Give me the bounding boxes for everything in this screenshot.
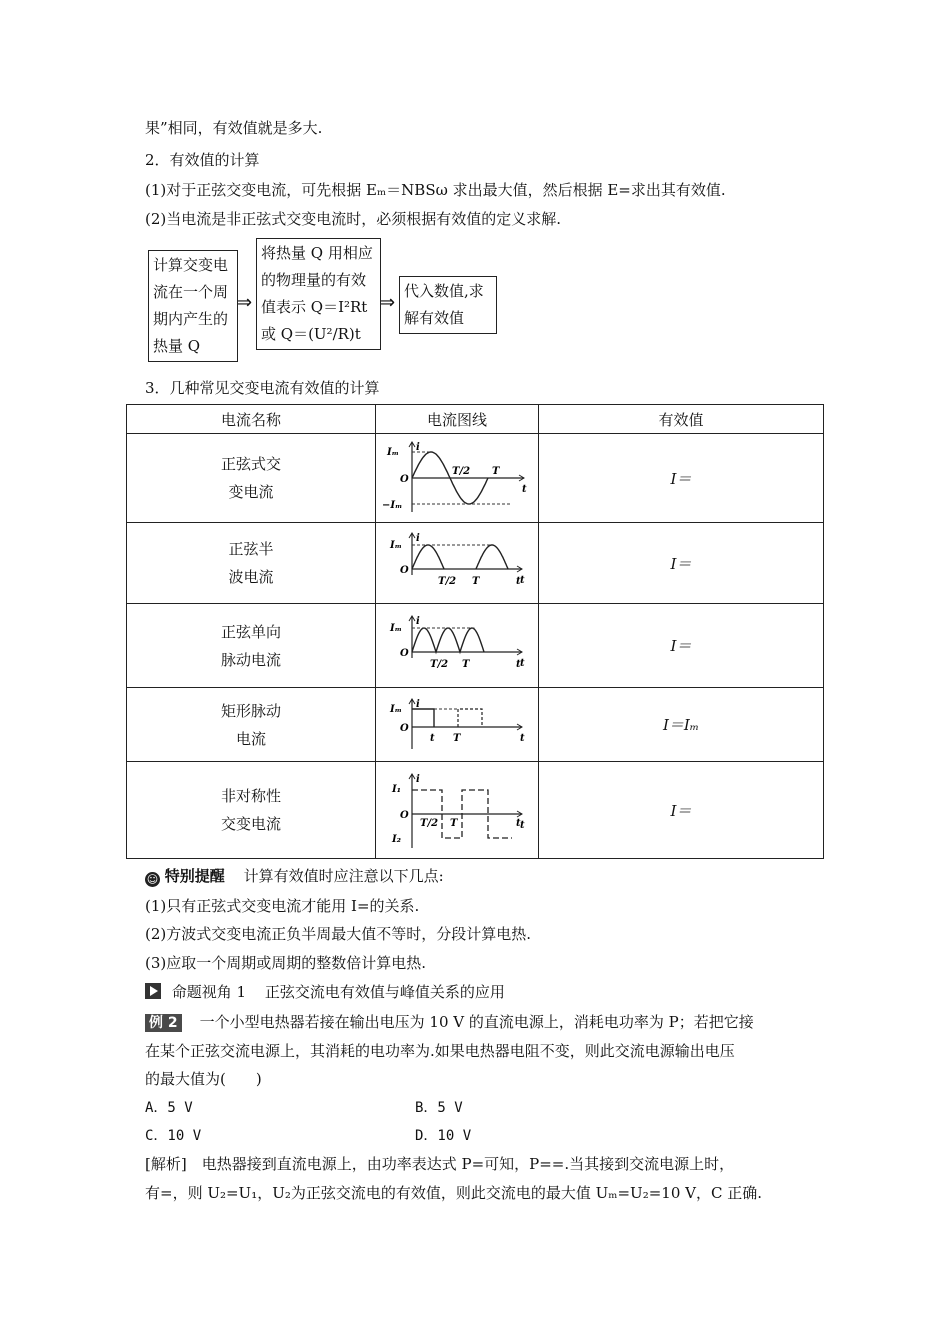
axis-label-t: t (516, 658, 521, 670)
origin-label: O (400, 722, 409, 734)
option-d[interactable]: D．10 V (415, 1128, 472, 1144)
effective-value-table (126, 404, 824, 859)
solution-line-1: [解析] 电热器接到直流电源上，由功率表达式 P=可知，P==.当其接到交流电源上时， (145, 1155, 735, 1173)
option-c[interactable]: C．10 V (145, 1128, 202, 1144)
asym-graph (382, 766, 532, 854)
current-name: 非对称性 交变电流 (127, 762, 376, 859)
axis-label-i: i (416, 442, 420, 453)
current-name: 正弦半 波电流 (127, 523, 376, 604)
sine-graph (382, 438, 532, 518)
period-label: T (472, 576, 480, 587)
effective-value: I＝ (539, 604, 824, 688)
pulse-width-label: t (430, 732, 435, 744)
effective-value: I＝ (539, 434, 824, 523)
im-label: Iₘ (390, 622, 402, 634)
current-graph (376, 434, 539, 523)
current-graph (376, 762, 539, 859)
flow-step-3: 代入数值,求 解有效值 (399, 276, 497, 334)
axis-label-t: t (520, 575, 525, 586)
half-period-label: T/2 (420, 818, 439, 829)
axis-label-t: t (516, 576, 521, 587)
period-label: T (453, 732, 461, 744)
example-line-1 (145, 1011, 754, 1033)
play-icon (145, 983, 161, 999)
origin-label: O (400, 474, 409, 485)
intro-line: 果”相同，有效值就是多大. (145, 119, 323, 137)
table-row (127, 523, 824, 604)
current-name: 矩形脉动 电流 (127, 688, 376, 762)
half-period-label: T/2 (452, 466, 471, 477)
axis-label-t: t (520, 820, 525, 831)
axis-label-t: t (516, 818, 521, 829)
im-label: Iₘ (387, 447, 399, 458)
axis-label-t: t (520, 657, 525, 669)
flow-step-2: 将热量 Q 用相应 的物理量的有效 值表示 Q＝I²Rt 或 Q＝(U²/R)t (256, 238, 381, 350)
current-graph (376, 523, 539, 604)
note-point-3: (3)应取一个周期或周期的整数倍计算电热. (145, 954, 427, 972)
table-row (127, 604, 824, 688)
current-graph (376, 688, 539, 762)
option-b[interactable]: B．5 V (415, 1100, 463, 1116)
header-graph: 电流图线 (376, 405, 539, 434)
example-line-3: 的最大值为( ) (145, 1070, 262, 1088)
example-badge: 例 2 (145, 1014, 182, 1032)
period-label: T (462, 658, 470, 670)
effective-value: I＝Iₘ (539, 688, 824, 762)
header-value: 有效值 (539, 405, 824, 434)
note-point-1: (1)只有正弦式交变电流才能用 I=的关系. (145, 897, 420, 915)
note-header (145, 865, 444, 887)
solution-line-2: 有=，则 U₂=U₁，U₂为正弦交流电的有效值，则此交流电的最大值 Uₘ=U₂=10 V，C 正确. (145, 1184, 762, 1202)
effective-value: I＝ (539, 762, 824, 859)
flow-arrow-1: ⇒ (237, 292, 253, 313)
half-period-label: T/2 (438, 576, 457, 587)
table-row (127, 688, 824, 762)
flow-step-1: 计算交变电 流在一个周 期内产生的 热量 Q (148, 250, 238, 362)
axis-label-i: i (416, 774, 420, 785)
smile-icon: ☺ (146, 873, 159, 886)
im-label: Iₘ (390, 540, 402, 551)
origin-label: O (400, 565, 409, 576)
topic-heading (145, 981, 505, 1003)
half-period-label: T/2 (430, 658, 449, 670)
header-name: 电流名称 (127, 405, 376, 434)
flow-arrow-2: ⇒ (380, 292, 396, 313)
rect-pulse-2 (458, 709, 482, 727)
i1-label: I₁ (392, 784, 402, 795)
section-heading-2: 2．有效值的计算 (145, 151, 260, 169)
half-wave-graph (382, 527, 532, 599)
axis-label-i: i (416, 698, 420, 710)
current-name: 正弦单向 脉动电流 (127, 604, 376, 688)
axis-label-t: t (522, 484, 527, 495)
calc-item-1: (1)对于正弦交变电流，可先根据 Eₘ＝NBSω 求出最大值，然后根据 E=求出其有效值. (145, 181, 726, 199)
neg-im-label: −Iₘ (382, 500, 403, 511)
example-line-2: 在某个正弦交流电源上，其消耗的电功率为.如果电热器电阻不变，则此交流电源输出电压 (145, 1042, 735, 1060)
i2-label: I₂ (392, 834, 402, 845)
note-lead: 计算有效值时应注意以下几点: (243, 867, 444, 885)
axis-label-t: t (520, 732, 525, 744)
example-text-1: 一个小型电热器若接在输出电压为 10 V 的直流电源上，消耗电功率为 P；若把它接 (199, 1013, 754, 1031)
origin-label: O (400, 647, 409, 659)
section-heading-3: 3．几种常见交变电流有效值的计算 (145, 379, 380, 397)
current-graph (376, 604, 539, 688)
rect-pulse-graph (382, 693, 532, 757)
axis-label-i: i (416, 533, 420, 544)
im-label: Iₘ (390, 703, 402, 715)
topic-label: 命题视角 1 (171, 983, 247, 1001)
note-point-2: (2)方波式交变电流正负半周最大值不等时，分段计算电热. (145, 925, 532, 943)
table-row (127, 762, 824, 859)
half-wave-1 (412, 545, 444, 569)
period-label: T (450, 818, 458, 829)
table-header-row (127, 405, 824, 434)
option-a[interactable]: A．5 V (145, 1100, 193, 1116)
full-wave-graph (382, 610, 532, 682)
calc-item-2: (2)当电流是非正弦式交变电流时，必须根据有效值的定义求解. (145, 210, 562, 228)
origin-label: O (400, 810, 409, 821)
rect-pulse-1 (412, 709, 434, 727)
period-label: T (492, 466, 500, 477)
effective-value: I＝ (539, 523, 824, 604)
pulse-wave (412, 628, 484, 652)
note-title: 特别提醒 (164, 867, 225, 885)
half-wave-2 (476, 545, 508, 569)
topic-title: 正弦交流电有效值与峰值关系的应用 (264, 983, 505, 1001)
axis-label-i: i (416, 615, 420, 627)
table-row (127, 434, 824, 523)
current-name: 正弦式交 变电流 (127, 434, 376, 523)
